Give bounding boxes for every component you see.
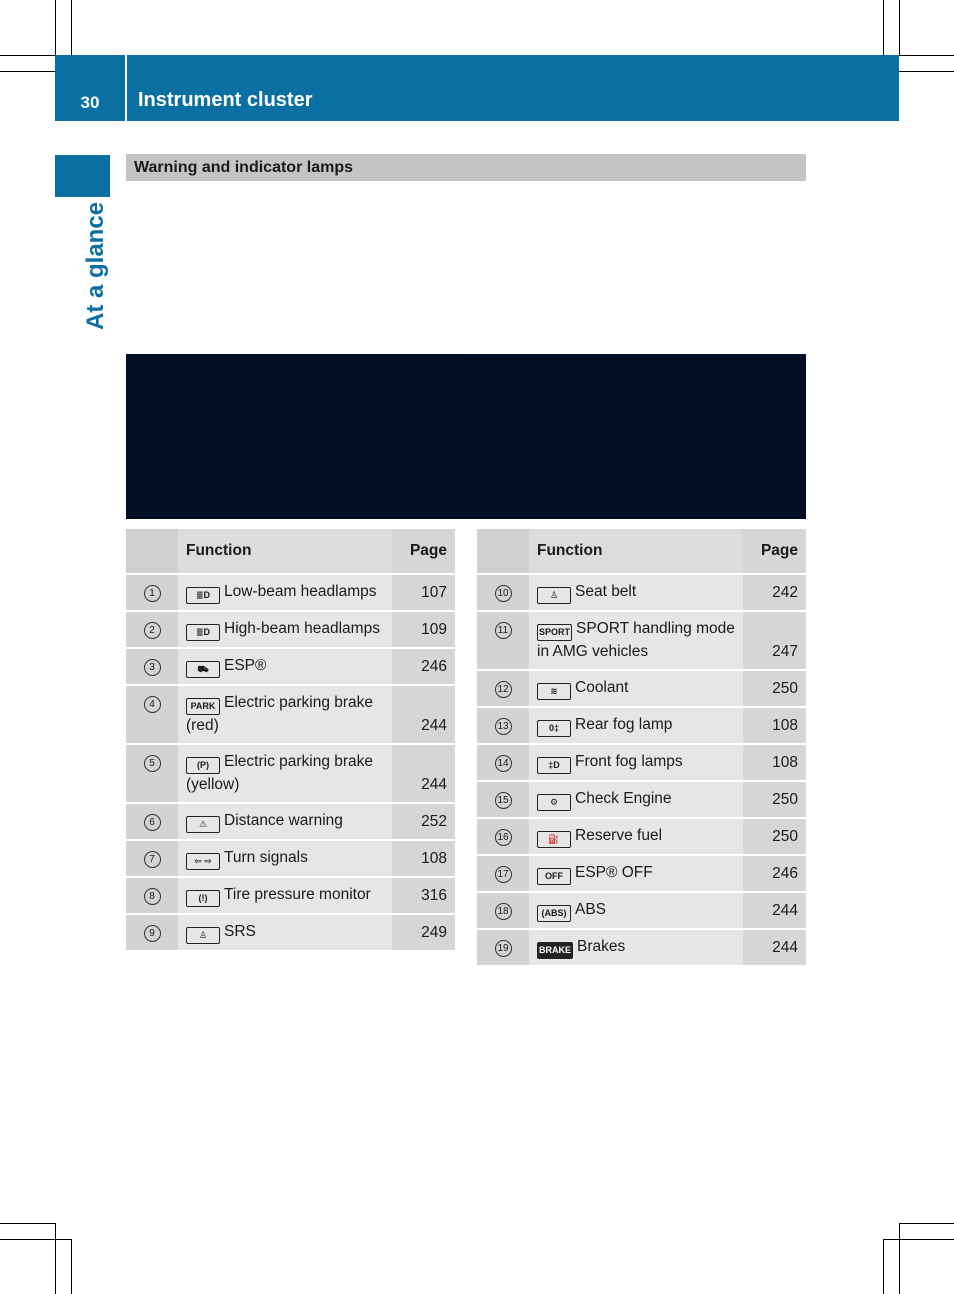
crop-mark [899,0,900,55]
row-number [477,575,529,610]
row-number [477,612,529,669]
page-reference: 108 [743,708,806,743]
page-number: 30 [80,93,100,112]
parking-brake-yellow-icon: (P) [186,757,220,774]
table-row [126,745,455,802]
crop-mark [0,55,55,56]
row-function [529,856,743,891]
row-number-badge: 13 [495,718,512,735]
row-number [477,893,529,928]
row-function [178,649,392,684]
reserve-fuel-icon: ⛽ [537,831,571,848]
function-label: SPORT handling mode in AMG vehicles [537,620,735,660]
row-number [477,819,529,854]
row-number [126,745,178,802]
row-function [529,575,743,610]
row-number [126,612,178,647]
table-row [477,893,806,928]
row-function [178,575,392,610]
srs-icon: ♙ [186,927,220,944]
page-reference: 246 [743,856,806,891]
check-engine-icon: ⚙ [537,794,571,811]
row-number [126,686,178,743]
crop-mark [0,1223,55,1224]
row-number-badge: 9 [144,925,161,942]
row-number-badge: 6 [144,814,161,831]
table-row [126,804,455,839]
row-function [178,612,392,647]
table-row [126,915,455,950]
row-number-badge: 15 [495,792,512,809]
function-label: Tire pressure monitor [224,886,371,903]
page-reference: 244 [392,745,455,802]
function-label: Rear fog lamp [575,716,673,733]
row-number [477,856,529,891]
row-number-badge: 2 [144,622,161,639]
page-reference: 244 [743,893,806,928]
side-tab-label: At a glance [82,201,109,330]
tire-pressure-icon: (!) [186,890,220,907]
table-row [477,745,806,780]
park-icon: PARK [186,698,220,715]
row-function [178,841,392,876]
table-header-row [477,529,806,573]
crop-mark [55,0,56,55]
function-label: SRS [224,923,256,940]
row-function [529,819,743,854]
row-function [178,686,392,743]
row-number-badge: 11 [495,622,512,639]
column-header-number [477,529,529,573]
page-reference: 108 [743,745,806,780]
table-row [477,671,806,706]
brake-icon: BRAKE [537,942,573,959]
function-label: ESP® [224,657,267,674]
crop-mark [883,0,884,55]
row-number-badge: 17 [495,866,512,883]
crop-mark [71,0,72,55]
table-row [477,575,806,610]
crop-mark [55,1223,56,1294]
crop-mark [0,1239,71,1240]
page-reference: 107 [392,575,455,610]
table-row [477,782,806,817]
front-fog-icon: ‡D [537,757,571,774]
function-label: Check Engine [575,790,672,807]
row-function [529,708,743,743]
page-header [55,55,899,121]
header-divider [125,55,127,121]
row-number-badge: 19 [495,940,512,957]
table-row [126,841,455,876]
function-label: ESP® OFF [575,864,653,881]
row-number-badge: 16 [495,829,512,846]
table-row [477,819,806,854]
table-header-row [126,529,455,573]
column-header-function: Function [178,529,392,573]
subheading: Warning and indicator lamps [126,154,806,181]
row-number [477,671,529,706]
row-function [529,671,743,706]
lamps-table-left [126,527,455,952]
page-reference: 250 [743,671,806,706]
page-reference: 244 [392,686,455,743]
page-reference: 252 [392,804,455,839]
page-reference: 109 [392,612,455,647]
row-function [178,915,392,950]
page-reference: 249 [392,915,455,950]
row-number-badge: 5 [144,755,161,772]
instrument-cluster-image [126,354,806,519]
row-number-badge: 8 [144,888,161,905]
row-number-badge: 1 [144,585,161,602]
crop-mark [899,71,954,72]
side-tab-marker [55,155,110,197]
row-number-badge: 7 [144,851,161,868]
rear-fog-icon: 0‡ [537,720,571,737]
function-label: Turn signals [224,849,308,866]
function-label: Coolant [575,679,629,696]
lamps-table-right [477,527,806,967]
row-function [178,804,392,839]
crop-mark [899,1223,954,1224]
function-label: Brakes [577,938,626,955]
column-header-number [126,529,178,573]
table-row [477,612,806,669]
table-row [477,930,806,965]
row-number [126,649,178,684]
row-function [529,745,743,780]
seat-belt-icon: ♙ [537,587,571,604]
page-reference: 316 [392,878,455,913]
function-label: Low-beam headlamps [224,583,377,600]
function-label: Reserve fuel [575,827,663,844]
row-number-badge: 4 [144,696,161,713]
row-function [529,930,743,965]
row-number-badge: 14 [495,755,512,772]
row-number [126,915,178,950]
page-reference: 108 [392,841,455,876]
row-function [529,782,743,817]
row-number-badge: 10 [495,585,512,602]
row-number [477,745,529,780]
page-reference: 246 [392,649,455,684]
row-number-badge: 12 [495,681,512,698]
function-label: Seat belt [575,583,637,600]
crop-mark [899,1223,900,1294]
turn-signals-icon: ⇦ ⇨ [186,853,220,870]
table-row [477,856,806,891]
row-number [477,930,529,965]
table-row [126,649,455,684]
page-reference: 244 [743,930,806,965]
column-header-page: Page [743,529,806,573]
row-number [477,782,529,817]
row-number [126,575,178,610]
function-label: Electric parking brake (red) [186,694,374,734]
table-row [126,575,455,610]
row-number-badge: 3 [144,659,161,676]
column-header-page: Page [392,529,455,573]
abs-icon: (ABS) [537,905,571,922]
coolant-icon: ≋ [537,683,571,700]
distance-warning-icon: ⚠ [186,816,220,833]
crop-mark [883,1239,954,1240]
low-beam-icon: ≣D [186,587,220,604]
row-function [529,893,743,928]
function-label: Distance warning [224,812,343,829]
table-row [126,612,455,647]
page-reference: 242 [743,575,806,610]
row-number [126,804,178,839]
page-reference: 247 [743,612,806,669]
function-label: Electric parking brake (yellow) [186,753,374,793]
crop-mark [883,1239,884,1294]
row-function [178,878,392,913]
row-number [126,878,178,913]
crop-mark [899,55,954,56]
column-header-function: Function [529,529,743,573]
page-reference: 250 [743,782,806,817]
row-number-badge: 18 [495,903,512,920]
crop-mark [0,71,55,72]
section-title: Instrument cluster [138,89,313,111]
high-beam-icon: ≣D [186,624,220,641]
row-number [477,708,529,743]
function-label: Front fog lamps [575,753,683,770]
row-function [178,745,392,802]
esp-icon: ⛟ [186,661,220,678]
sport-icon: SPORT [537,624,572,641]
esp-off-icon: OFF [537,868,571,885]
row-function [529,612,743,669]
function-label: ABS [575,901,607,918]
page-reference: 250 [743,819,806,854]
table-row [477,708,806,743]
crop-mark [71,1239,72,1294]
function-label: High-beam headlamps [224,620,380,637]
row-number [126,841,178,876]
table-row [126,686,455,743]
table-row [126,878,455,913]
